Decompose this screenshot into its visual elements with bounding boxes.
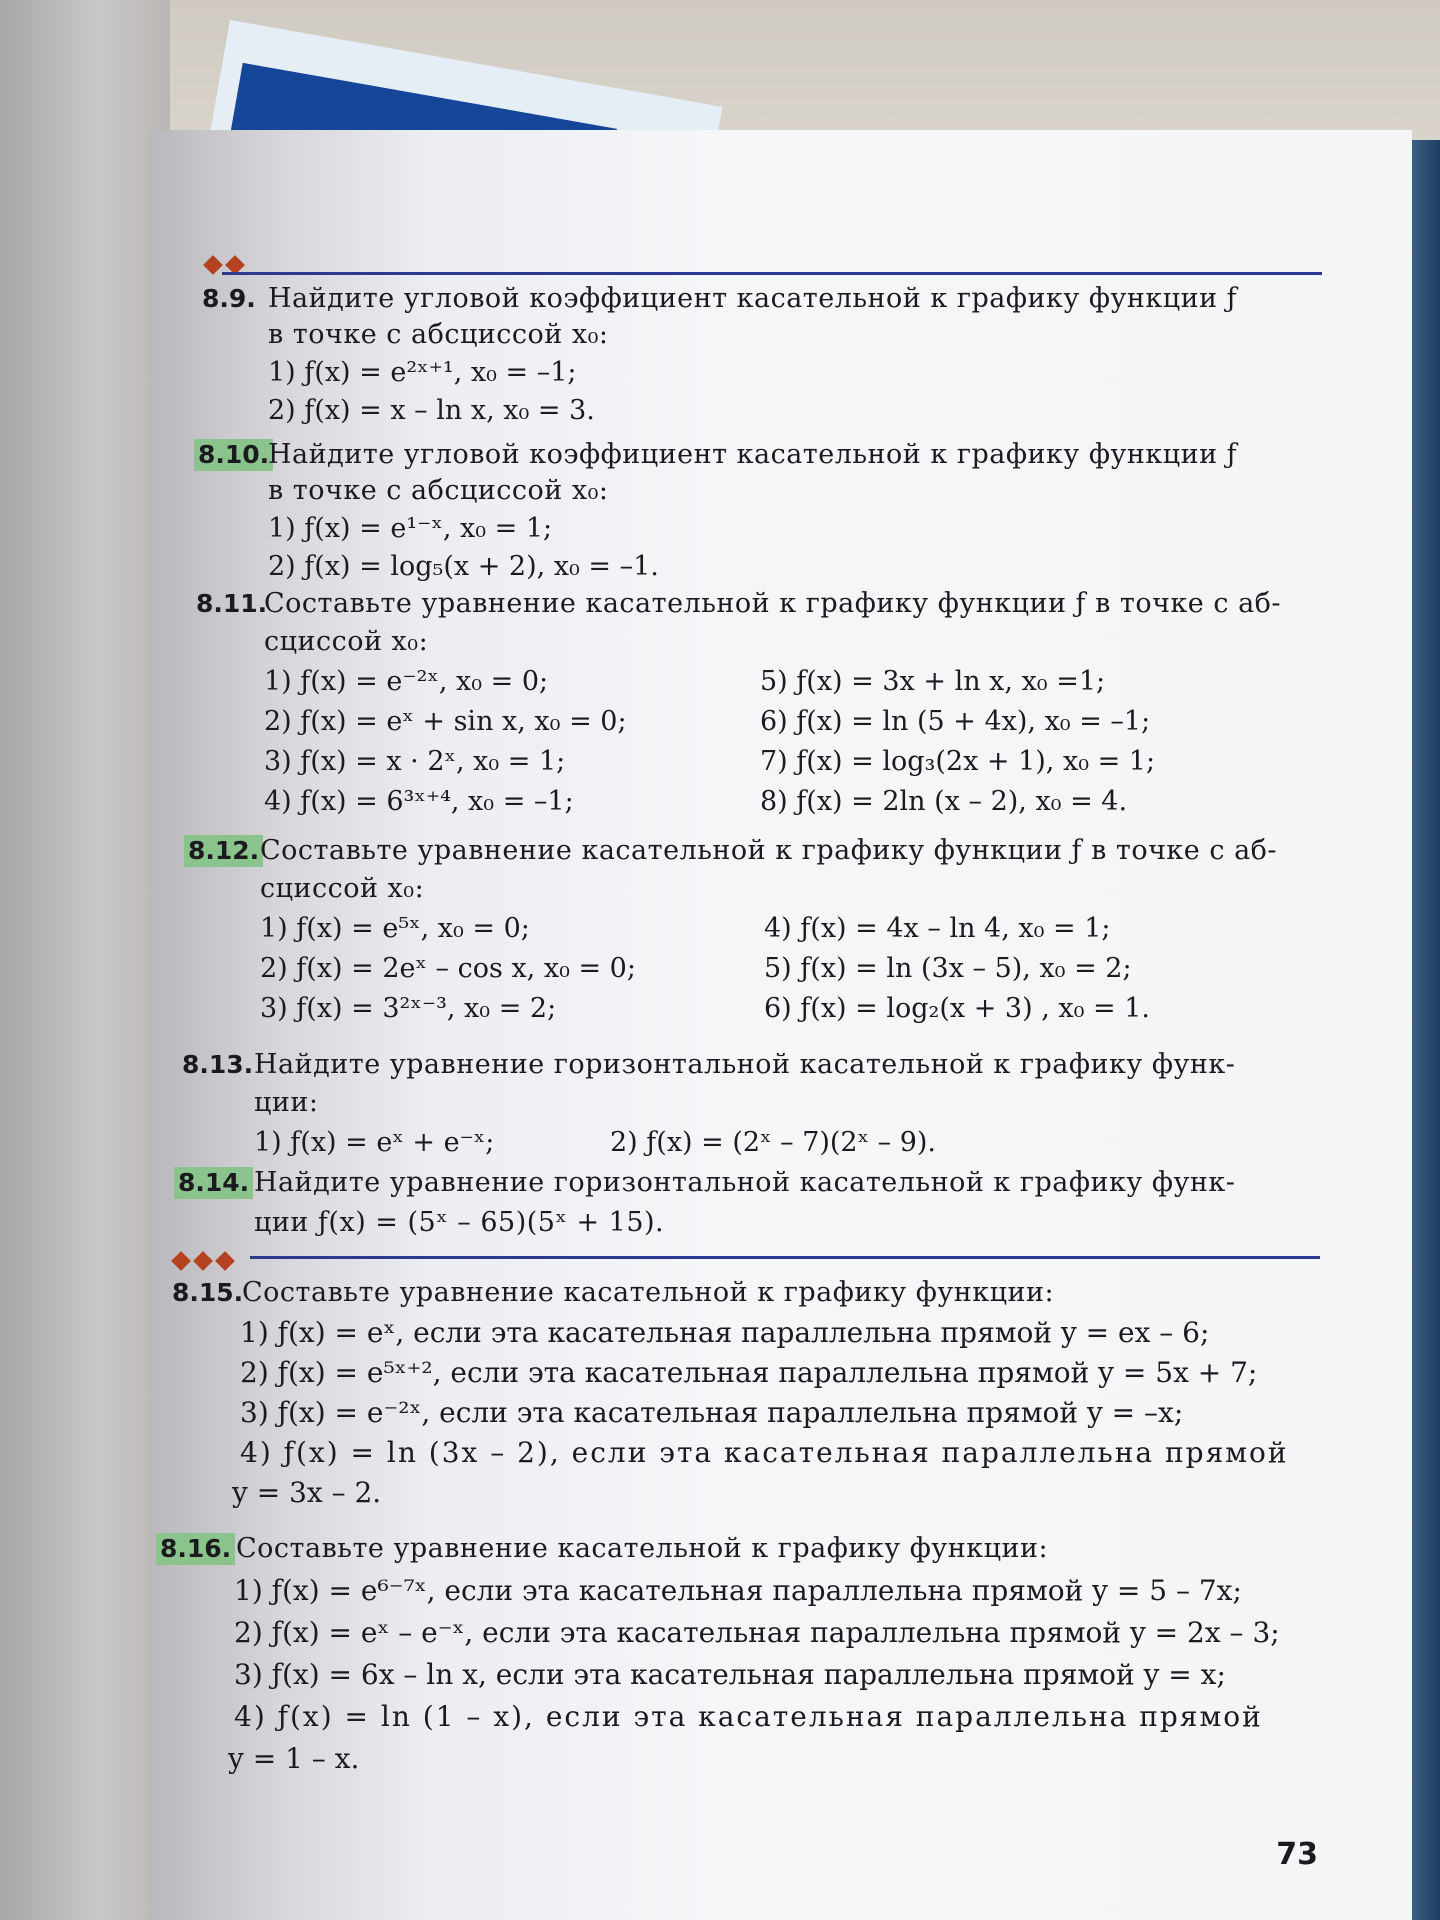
problem-item: 1) ƒ(x) = e⁶⁻⁷ˣ, если эта касательная параллельна прямой y = 5 – 7x; [234, 1574, 1242, 1607]
diamond-icon [215, 1251, 235, 1271]
problem-text-line: Составьте уравнение касательной к графику функции: [236, 1533, 1049, 1564]
problem-8-15 [168, 1274, 1388, 1514]
problem-item: y = 1 – x. [228, 1742, 360, 1775]
problem-8-13 [178, 1046, 1378, 1166]
problem-text-line: ции ƒ(x) = (5ˣ – 65)(5ˣ + 15). [254, 1207, 665, 1238]
problem-item: 7) ƒ(x) = log₃(2x + 1), x₀ = 1; [760, 746, 1156, 777]
problem-text-line: Найдите угловой коэффициент касательной к графику функции ƒ [268, 283, 1238, 314]
section-rule [222, 272, 1322, 275]
problem-item: 2) ƒ(x) = e⁵ˣ⁺², если эта касательная параллельна прямой y = 5x + 7; [240, 1356, 1258, 1389]
section-rule [250, 1256, 1320, 1259]
problem-8-10 [194, 436, 1374, 586]
problem-item: 4) ƒ(x) = 4x – ln 4, x₀ = 1; [764, 913, 1111, 944]
problem-item: 2) ƒ(x) = x – ln x, x₀ = 3. [268, 395, 595, 426]
problem-item: 1) ƒ(x) = eˣ, если эта касательная параллельна прямой y = ex – 6; [240, 1316, 1210, 1349]
problem-item: 3) ƒ(x) = 3²ˣ⁻³, x₀ = 2; [260, 993, 557, 1024]
problem-item: 1) ƒ(x) = e²ˣ⁺¹, x₀ = –1; [268, 357, 577, 388]
problem-item: 1) ƒ(x) = e⁻²ˣ, x₀ = 0; [264, 666, 549, 697]
problem-number: 8.9. [202, 284, 256, 313]
difficulty-marker-2 [206, 258, 242, 272]
problem-item: 4) ƒ(x) = 6³ˣ⁺⁴, x₀ = –1; [264, 786, 574, 817]
problem-number: 8.11. [196, 589, 268, 618]
diamond-icon [203, 255, 223, 275]
book-edge [1412, 140, 1440, 1920]
problem-text-line: Составьте уравнение касательной к графику функции ƒ в точке с аб- [260, 835, 1278, 866]
problem-number: 8.16. [156, 1533, 235, 1565]
problem-text-line: Составьте уравнение касательной к графику функции ƒ в точке с аб- [264, 588, 1282, 619]
problem-item: 1) ƒ(x) = e¹⁻ˣ, x₀ = 1; [268, 513, 553, 544]
problem-number: 8.10. [194, 439, 273, 471]
problem-8-14 [174, 1164, 1374, 1244]
problem-8-12 [184, 832, 1380, 1032]
problem-item: 4) ƒ(x) = ln (3x – 2), если эта касательная параллельна прямой [240, 1436, 1289, 1469]
problem-item: 2) ƒ(x) = 2eˣ – cos x, x₀ = 0; [260, 953, 636, 984]
left-facing-page [0, 0, 170, 1920]
problem-number: 8.13. [182, 1050, 254, 1079]
problem-item: 5) ƒ(x) = ln (3x – 5), x₀ = 2; [764, 953, 1132, 984]
problem-text-line: Найдите угловой коэффициент касательной к графику функции ƒ [268, 439, 1238, 470]
problem-item: 2) ƒ(x) = eˣ + sin x, x₀ = 0; [264, 706, 627, 737]
problem-8-11 [192, 585, 1382, 825]
problem-8-16 [156, 1530, 1386, 1790]
problem-item: 1) ƒ(x) = eˣ + e⁻ˣ; [254, 1127, 495, 1158]
problem-number: 8.12. [184, 835, 263, 867]
problem-item: 8) ƒ(x) = 2ln (x – 2), x₀ = 4. [760, 786, 1128, 817]
problem-item: 2) ƒ(x) = eˣ – e⁻ˣ, если эта касательная параллельна прямой y = 2x – 3; [234, 1616, 1280, 1649]
problem-text-line: в точке с абсциссой x₀: [268, 475, 609, 506]
difficulty-marker-3 [174, 1254, 232, 1268]
problem-item: 6) ƒ(x) = ln (5 + 4x), x₀ = –1; [760, 706, 1151, 737]
problem-item: 6) ƒ(x) = log₂(x + 3) , x₀ = 1. [764, 993, 1150, 1024]
problem-item: 2) ƒ(x) = log₅(x + 2), x₀ = –1. [268, 551, 659, 582]
problem-text-line: Составьте уравнение касательной к графику функции: [242, 1277, 1055, 1308]
problem-text-line: сциссой x₀: [260, 873, 425, 904]
problem-text-line: Найдите уравнение горизонтальной касательной к графику функ- [254, 1049, 1236, 1080]
diamond-icon [171, 1251, 191, 1271]
problem-8-9 [198, 280, 1378, 426]
problem-text-line: в точке с абсциссой x₀: [268, 319, 609, 350]
problem-number: 8.15. [172, 1278, 244, 1307]
problem-item: 3) ƒ(x) = x · 2ˣ, x₀ = 1; [264, 746, 566, 777]
problem-item: 2) ƒ(x) = (2ˣ – 7)(2ˣ – 9). [610, 1127, 937, 1158]
problem-item: y = 3x – 2. [232, 1476, 382, 1509]
textbook-page [150, 130, 1412, 1920]
page-number: 73 [1276, 1837, 1318, 1872]
problem-text-line: ции: [254, 1087, 319, 1118]
problem-item: 3) ƒ(x) = e⁻²ˣ, если эта касательная параллельна прямой y = –x; [240, 1396, 1184, 1429]
problem-number: 8.14. [174, 1167, 253, 1199]
problem-text-line: Найдите уравнение горизонтальной касательной к графику функ- [254, 1167, 1236, 1198]
problem-item: 4) ƒ(x) = ln (1 – x), если эта касательная параллельна прямой [234, 1700, 1263, 1733]
problem-text-line: сциссой x₀: [264, 626, 429, 657]
problem-item: 1) ƒ(x) = e⁵ˣ, x₀ = 0; [260, 913, 530, 944]
problem-item: 5) ƒ(x) = 3x + ln x, x₀ =1; [760, 666, 1106, 697]
diamond-icon [193, 1251, 213, 1271]
problem-item: 3) ƒ(x) = 6x – ln x, если эта касательная параллельна прямой y = x; [234, 1658, 1226, 1691]
